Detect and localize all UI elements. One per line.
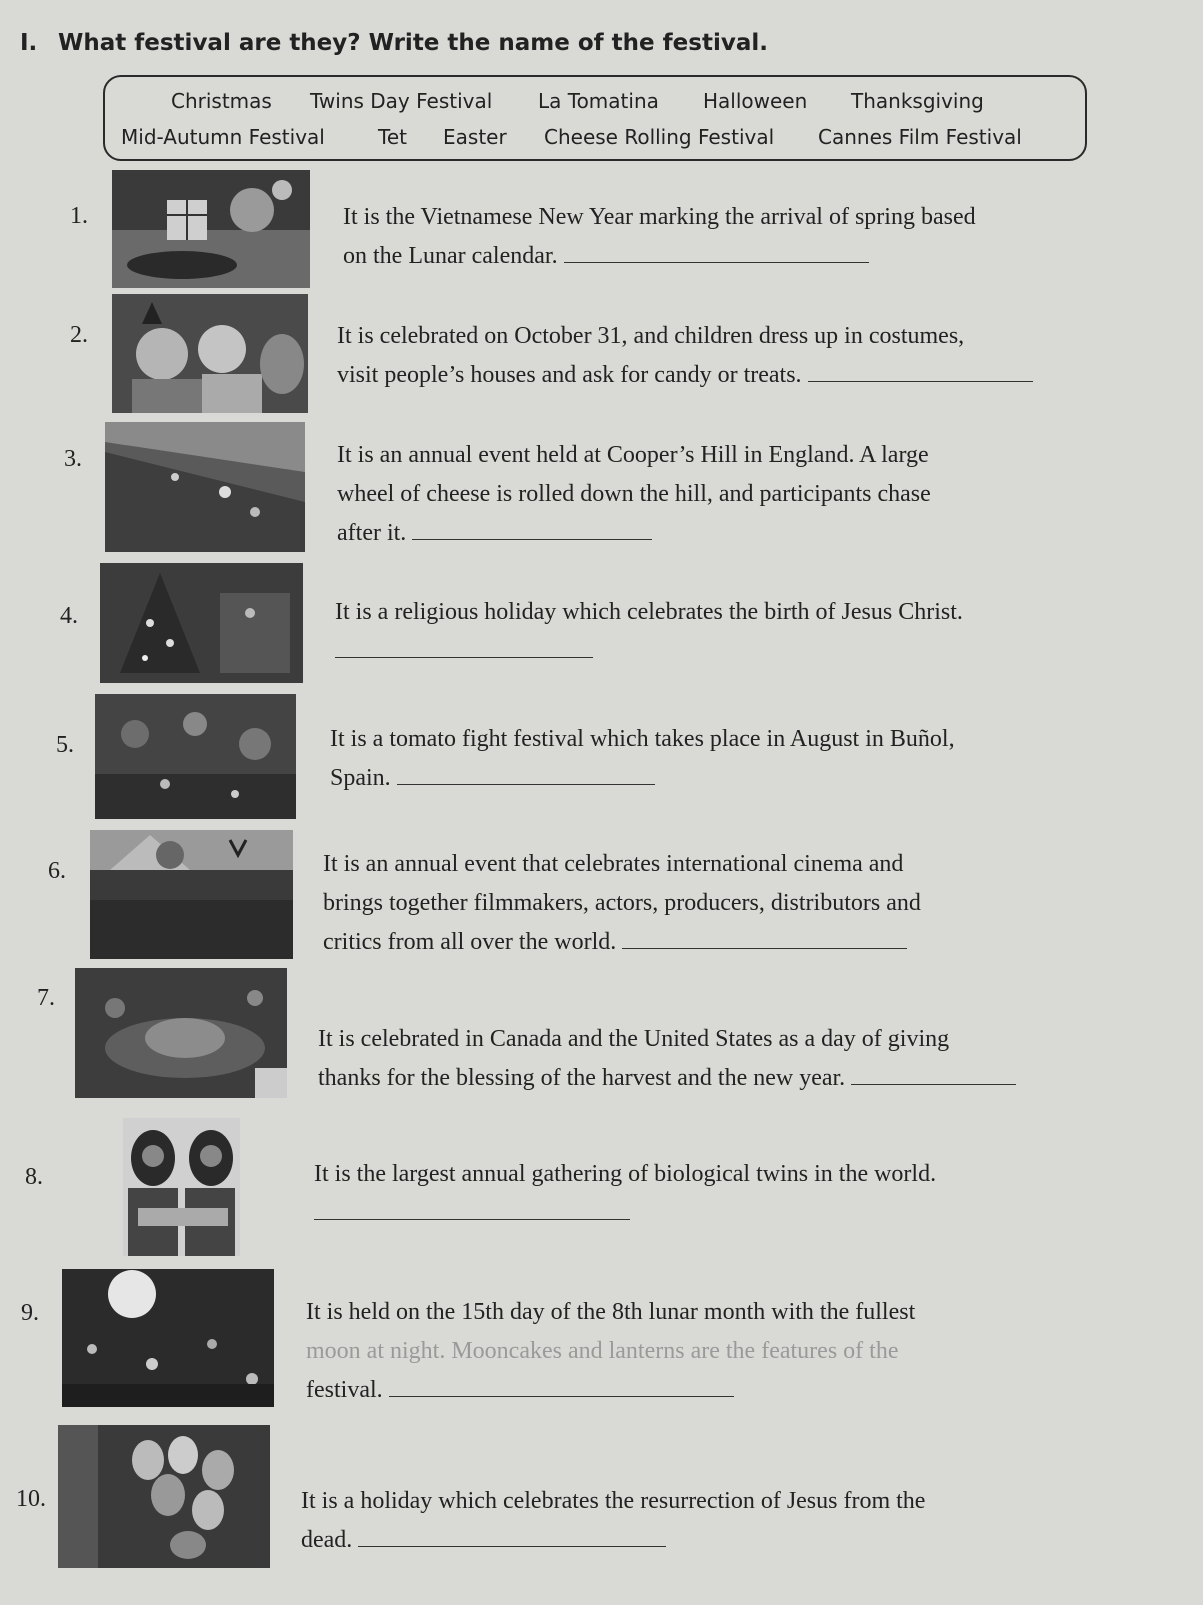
clue-text <box>330 720 1120 798</box>
clue-line: after it. <box>337 520 407 546</box>
halloween-photo <box>112 294 308 413</box>
clue-text <box>306 1293 1158 1410</box>
word-bank-item: Cannes Film Festival <box>818 125 1022 149</box>
item-number: 10. <box>16 1486 46 1512</box>
answer-blank[interactable] <box>564 242 869 263</box>
thanksgiving-photo <box>75 968 287 1098</box>
cannes-photo <box>90 830 293 959</box>
item-number: 6. <box>48 858 66 884</box>
clue-line: It is the largest annual gathering of biological twins in the world. <box>314 1161 937 1187</box>
christmas-photo <box>100 563 303 683</box>
word-bank-item: Easter <box>443 125 507 149</box>
item-number: 3. <box>64 446 82 472</box>
exercise-heading <box>20 30 768 56</box>
answer-blank[interactable] <box>389 1376 734 1397</box>
item-number: 4. <box>60 603 78 629</box>
word-bank-item: Cheese Rolling Festival <box>544 125 775 149</box>
clue-text <box>318 1020 1148 1098</box>
clue-line: thanks for the blessing of the harvest and the new year. <box>318 1065 846 1091</box>
answer-blank[interactable] <box>412 519 652 540</box>
clue-line: It is the Vietnamese New Year marking the arrival of spring based <box>343 204 976 230</box>
word-bank-item: Twins Day Festival <box>310 89 493 113</box>
word-bank-item: Halloween <box>703 89 808 113</box>
answer-blank[interactable] <box>314 1199 630 1220</box>
clue-line: It is a religious holiday which celebrates the birth of Jesus Christ. <box>335 599 963 625</box>
item-number: 1. <box>70 203 88 229</box>
clue-line: It is a tomato fight festival which takes place in August in Buñol, <box>330 726 955 752</box>
clue-line: Spain. <box>330 765 391 791</box>
item-number: 2. <box>70 322 88 348</box>
clue-line: It is an annual event held at Cooper’s Hill in England. A large <box>337 442 929 468</box>
easter-photo <box>58 1425 270 1568</box>
word-bank-item: La Tomatina <box>538 89 659 113</box>
clue-line: wheel of cheese is rolled down the hill, and participants chase <box>337 481 931 507</box>
tet-photo <box>112 170 310 288</box>
clue-line: It is held on the 15th day of the 8th lunar month with the fullest <box>306 1299 916 1325</box>
answer-blank[interactable] <box>335 637 593 658</box>
tomatina-photo <box>95 694 296 819</box>
word-bank-item: Tet <box>378 125 407 149</box>
clue-line: brings together filmmakers, actors, producers, distributors and <box>323 890 921 916</box>
mid-autumn-photo <box>62 1269 274 1407</box>
clue-line: dead. <box>301 1527 353 1553</box>
item-number: 7. <box>37 985 55 1011</box>
twins-photo <box>123 1118 240 1256</box>
clue-line: on the Lunar calendar. <box>343 243 558 269</box>
clue-line: moon at night. Mooncakes and lanterns are the features of the <box>306 1338 899 1364</box>
clue-text <box>301 1482 1181 1560</box>
exercise-number: I. <box>20 30 38 56</box>
clue-text <box>337 436 1117 553</box>
clue-line: It is celebrated in Canada and the United States as a day of giving <box>318 1026 950 1052</box>
clue-line: It is a holiday which celebrates the resurrection of Jesus from the <box>301 1488 926 1514</box>
clue-line: It is an annual event that celebrates international cinema and <box>323 851 904 877</box>
clue-text <box>314 1155 1164 1233</box>
answer-blank[interactable] <box>358 1526 666 1547</box>
answer-blank[interactable] <box>851 1064 1016 1085</box>
answer-blank[interactable] <box>397 764 655 785</box>
word-bank <box>103 75 1087 161</box>
answer-blank[interactable] <box>622 928 907 949</box>
clue-line: visit people’s houses and ask for candy or treats. <box>337 362 802 388</box>
cheese-rolling-photo <box>105 422 305 552</box>
clue-line: critics from all over the world. <box>323 929 617 955</box>
item-number: 8. <box>25 1164 43 1190</box>
clue-text <box>337 317 1107 395</box>
exercise-instruction: What festival are they? Write the name of the festival. <box>58 30 768 56</box>
item-number: 9. <box>21 1300 39 1326</box>
clue-text <box>335 593 1115 671</box>
word-bank-item: Mid-Autumn Festival <box>121 125 325 149</box>
word-bank-item: Christmas <box>171 89 272 113</box>
clue-text <box>323 845 1135 962</box>
clue-line: festival. <box>306 1377 383 1403</box>
item-number: 5. <box>56 732 74 758</box>
word-bank-item: Thanksgiving <box>851 89 984 113</box>
clue-line: It is celebrated on October 31, and children dress up in costumes, <box>337 323 965 349</box>
clue-text <box>343 198 1103 276</box>
answer-blank[interactable] <box>808 361 1033 382</box>
